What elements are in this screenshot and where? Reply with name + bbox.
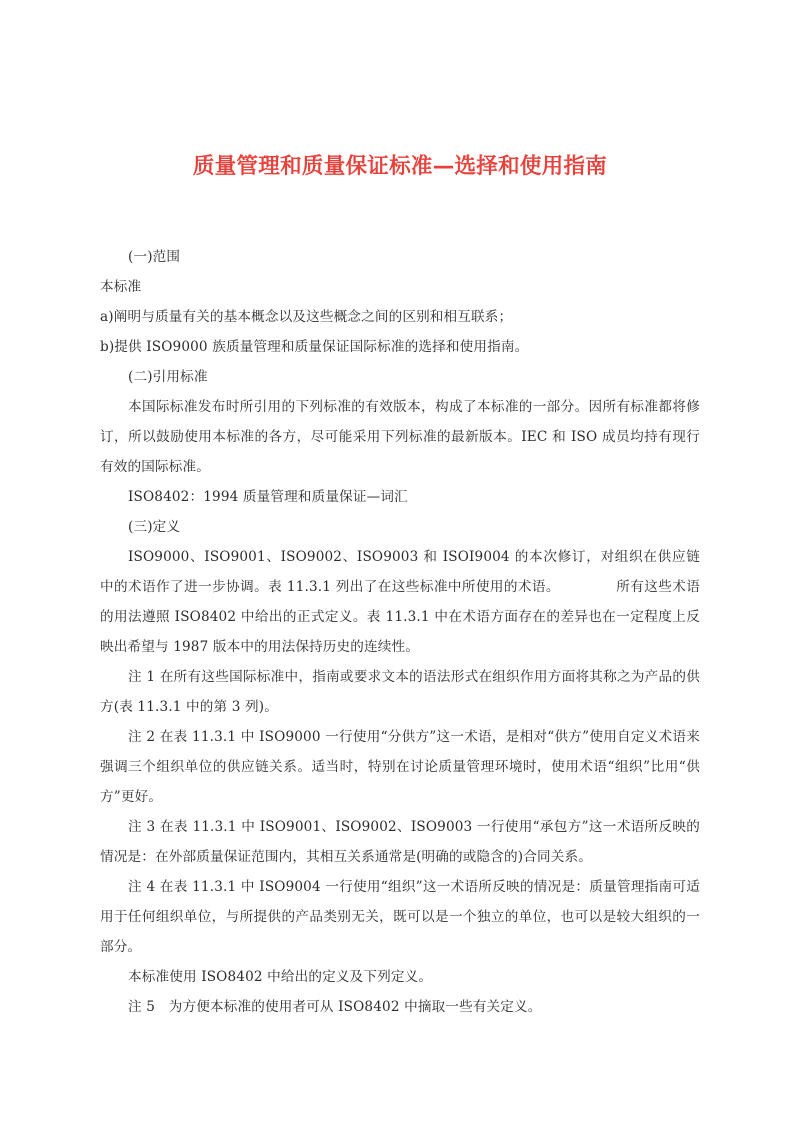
paragraph-reference-iso8402: ISO8402：1994 质量管理和质量保证—词汇 [128, 489, 408, 505]
paragraph-scope-item-b: b)提供 ISO9000 族质量管理和质量保证国际标准的选择和使用指南。 [100, 339, 529, 355]
page-title: 质量管理和质量保证标准—选择和使用指南 [192, 154, 608, 179]
title-spacer [100, 184, 700, 242]
paragraph-scope-lead: 本标准 [100, 279, 142, 295]
paragraph-definitions-body [100, 542, 700, 662]
section-heading-scope: (一)范围 [128, 249, 181, 265]
paragraph-note-4: 注 4 在表 11.3.1 中 ISO9004 一行使用“组织”这一术语所反映的情况是：质量管理指南可适用于任何组织单位，与所提供的产品类别无关，既可以是一个独立的单位，也可以是较大组织的一部分。 [100, 879, 700, 955]
definitions-body-part2: 所有这些术语的用法遵照 ISO8402 中给出的正式定义。表 11.3.1 中在术语方面存在的差异也在一定程度上反映出希望与 1987 版本中的用法保持历史的连续性。 [100, 579, 700, 655]
section-heading-references: (二)引用标准 [128, 369, 208, 385]
paragraph-scope-item-a: a)阐明与质量有关的基本概念以及这些概念之间的区别和相互联系； [100, 309, 513, 325]
paragraph-references-body: 本国际标准发布时所引用的下列标准的有效版本，构成了本标准的一部分。因所有标准都将修订，所以鼓励使用本标准的各方，尽可能采用下列标准的最新版本。IEC 和 ISO 成员均持有现行有效的国际标准。 [100, 399, 700, 475]
document-content [100, 150, 700, 1022]
paragraph-note-3: 注 3 在表 11.3.1 中 ISO9001、ISO9002、ISO9003 一行使用“承包方”这一术语所反映的情况是：在外部质量保证范围内，其相互关系通常是(明确的或隐含的)合同关系。 [100, 819, 700, 865]
paragraph-note-1: 注 1 在所有这些国际标准中，指南或要求文本的语法形式在组织作用方面将其称之为产品的供方(表 11.3.1 中的第 3 列)。 [100, 669, 700, 715]
definitions-body-part1: ISO9000、ISO9001、ISO9002、ISO9003 和 ISOI9004 的本次修订，对组织在供应链中的术语作了进一步协调。表 11.3.1 列出了在这些标准中所使用的术语。 [100, 549, 700, 595]
paragraph-closing-definitions: 本标准使用 ISO8402 中给出的定义及下列定义。 [128, 969, 433, 985]
paragraph-note-2: 注 2 在表 11.3.1 中 ISO9000 一行使用“分供方”这一术语，是相对“供方”使用自定义术语来强调三个组织单位的供应链关系。适当时，特别在讨论质量管理环境时，使用术语“组织”比用“供方”更好。 [100, 729, 700, 805]
section-heading-definitions: (三)定义 [128, 519, 181, 535]
paragraph-note-5: 注 5 为方便本标准的使用者可从 ISO8402 中摘取一些有关定义。 [128, 999, 542, 1015]
